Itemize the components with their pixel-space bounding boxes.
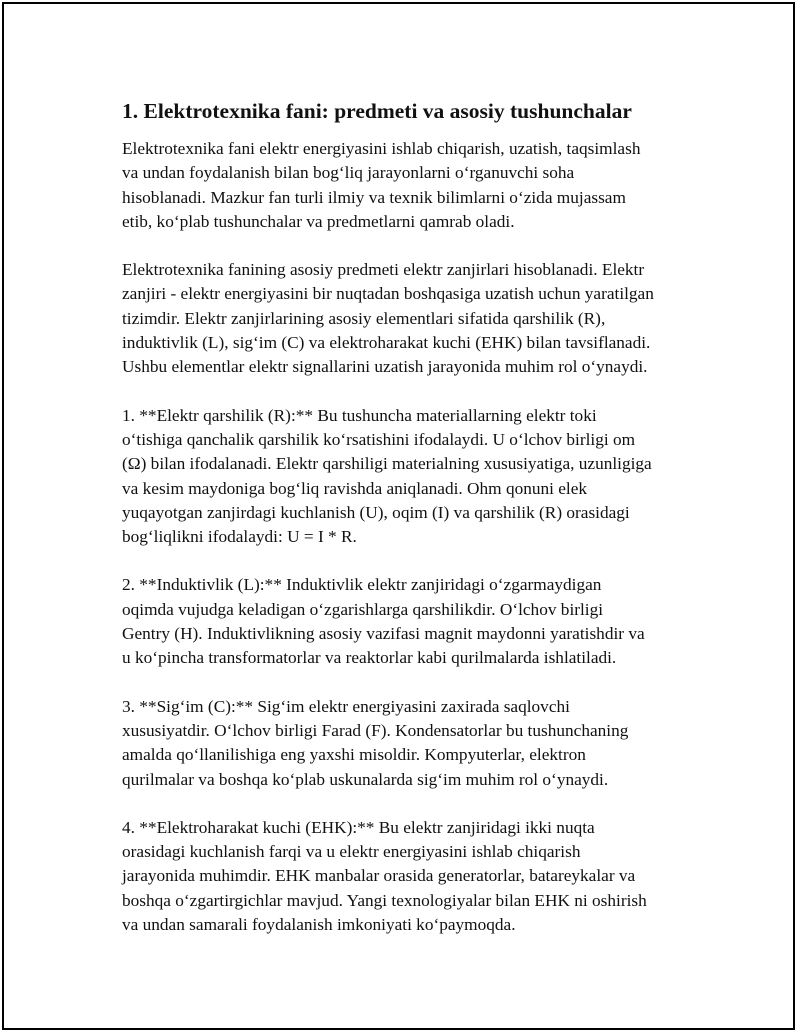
paragraph-resistance: 1. **Elektr qarshilik (R):** Bu tushuncha materiallarning elektr toki o‘tishiga qanchalik qarshilik ko‘rsatishini ifodalaydi. U o‘lchov birligi om (Ω) bilan ifodalanadi. Elektr qarshiligi materialning xususiyatiga, uzunligiga va kesim maydoniga bog‘liq ravishda aniqlanadi. Ohm qonuni elek yuqayotgan zanjirdagi kuchlanish (U), oqim (I) va qarshilik (R) orasidagi bog‘liqlikni ifodalaydi: U = I * R. xyxy=(122,405,652,547)
paragraph-inductance: 2. **Induktivlik (L):** Induktivlik elektr zanjiridagi o‘zgarmaydigan oqimda vujudga keladigan o‘zgarishlarga qarshilikdir. O‘lchov birligi Gentry (H). Induktivlikning asosiy vazifasi magnit maydonni yaratishdir va u ko‘pincha transformatorlar va reaktorlar kabi qurilmalarda ishlatiladi. xyxy=(122,575,645,668)
paragraph-intro: Elektrotexnika fani elektr energiyasini ishlab chiqarish, uzatish, taqsimlash va undan foydalanish bilan bog‘liq jarayonlarni o‘rganuvchi soha hisoblanadi. Mazkur fan turli ilmiy va texnik bilimlarni o‘zida mujassam etib, ko‘plab tushunchalar va predmetlarni qamrab oladi. xyxy=(122,139,641,231)
page-frame xyxy=(2,2,795,1030)
document-body xyxy=(122,96,692,961)
paragraph-circuits: Elektrotexnika fanining asosiy predmeti elektr zanjirlari hisoblanadi. Elektr zanjiri - elektr energiyasini bir nuqtadan boshqasiga uzatish uchun yaratilgan tizimdir. Elektr zanjirlarining asosiy elementlari sifatida qarshilik (R), induktivlik (L), sig‘im (C) va elektroharakat kuchi (EHK) bilan tavsiflanadi. Ushbu elementlar elektr signallarini uzatish jarayonida muhim rol o‘ynaydi. xyxy=(122,260,654,377)
document-title: 1. Elektrotexnika fani: predmeti va asosiy tushunchalar xyxy=(122,99,632,123)
paragraph-emf: 4. **Elektroharakat kuchi (EHK):** Bu elektr zanjiridagi ikki nuqta orasidagi kuchlanish farqi va u elektr energiyasini ishlab chiqarish jarayonida muhimdir. EHK manbalar orasida generatorlar, batareykalar va boshqa o‘zgartirgichlar mavjud. Yangi texnologiyalar bilan EHK ni oshirish va undan samarali foydalanish imkoniyati ko‘paymoqda. xyxy=(122,817,647,935)
paragraph-capacitance: 3. **Sig‘im (C):** Sig‘im elektr energiyasini zaxirada saqlovchi xususiyatdir. O‘lchov birligi Farad (F). Kondensatorlar bu tushunchaning amalda qo‘llanilishiga eng yaxshi misoldir. Kompyuterlar, elektron qurilmalar va boshqa ko‘plab uskunalarda sig‘im muhim rol o‘ynaydi. xyxy=(122,696,629,789)
